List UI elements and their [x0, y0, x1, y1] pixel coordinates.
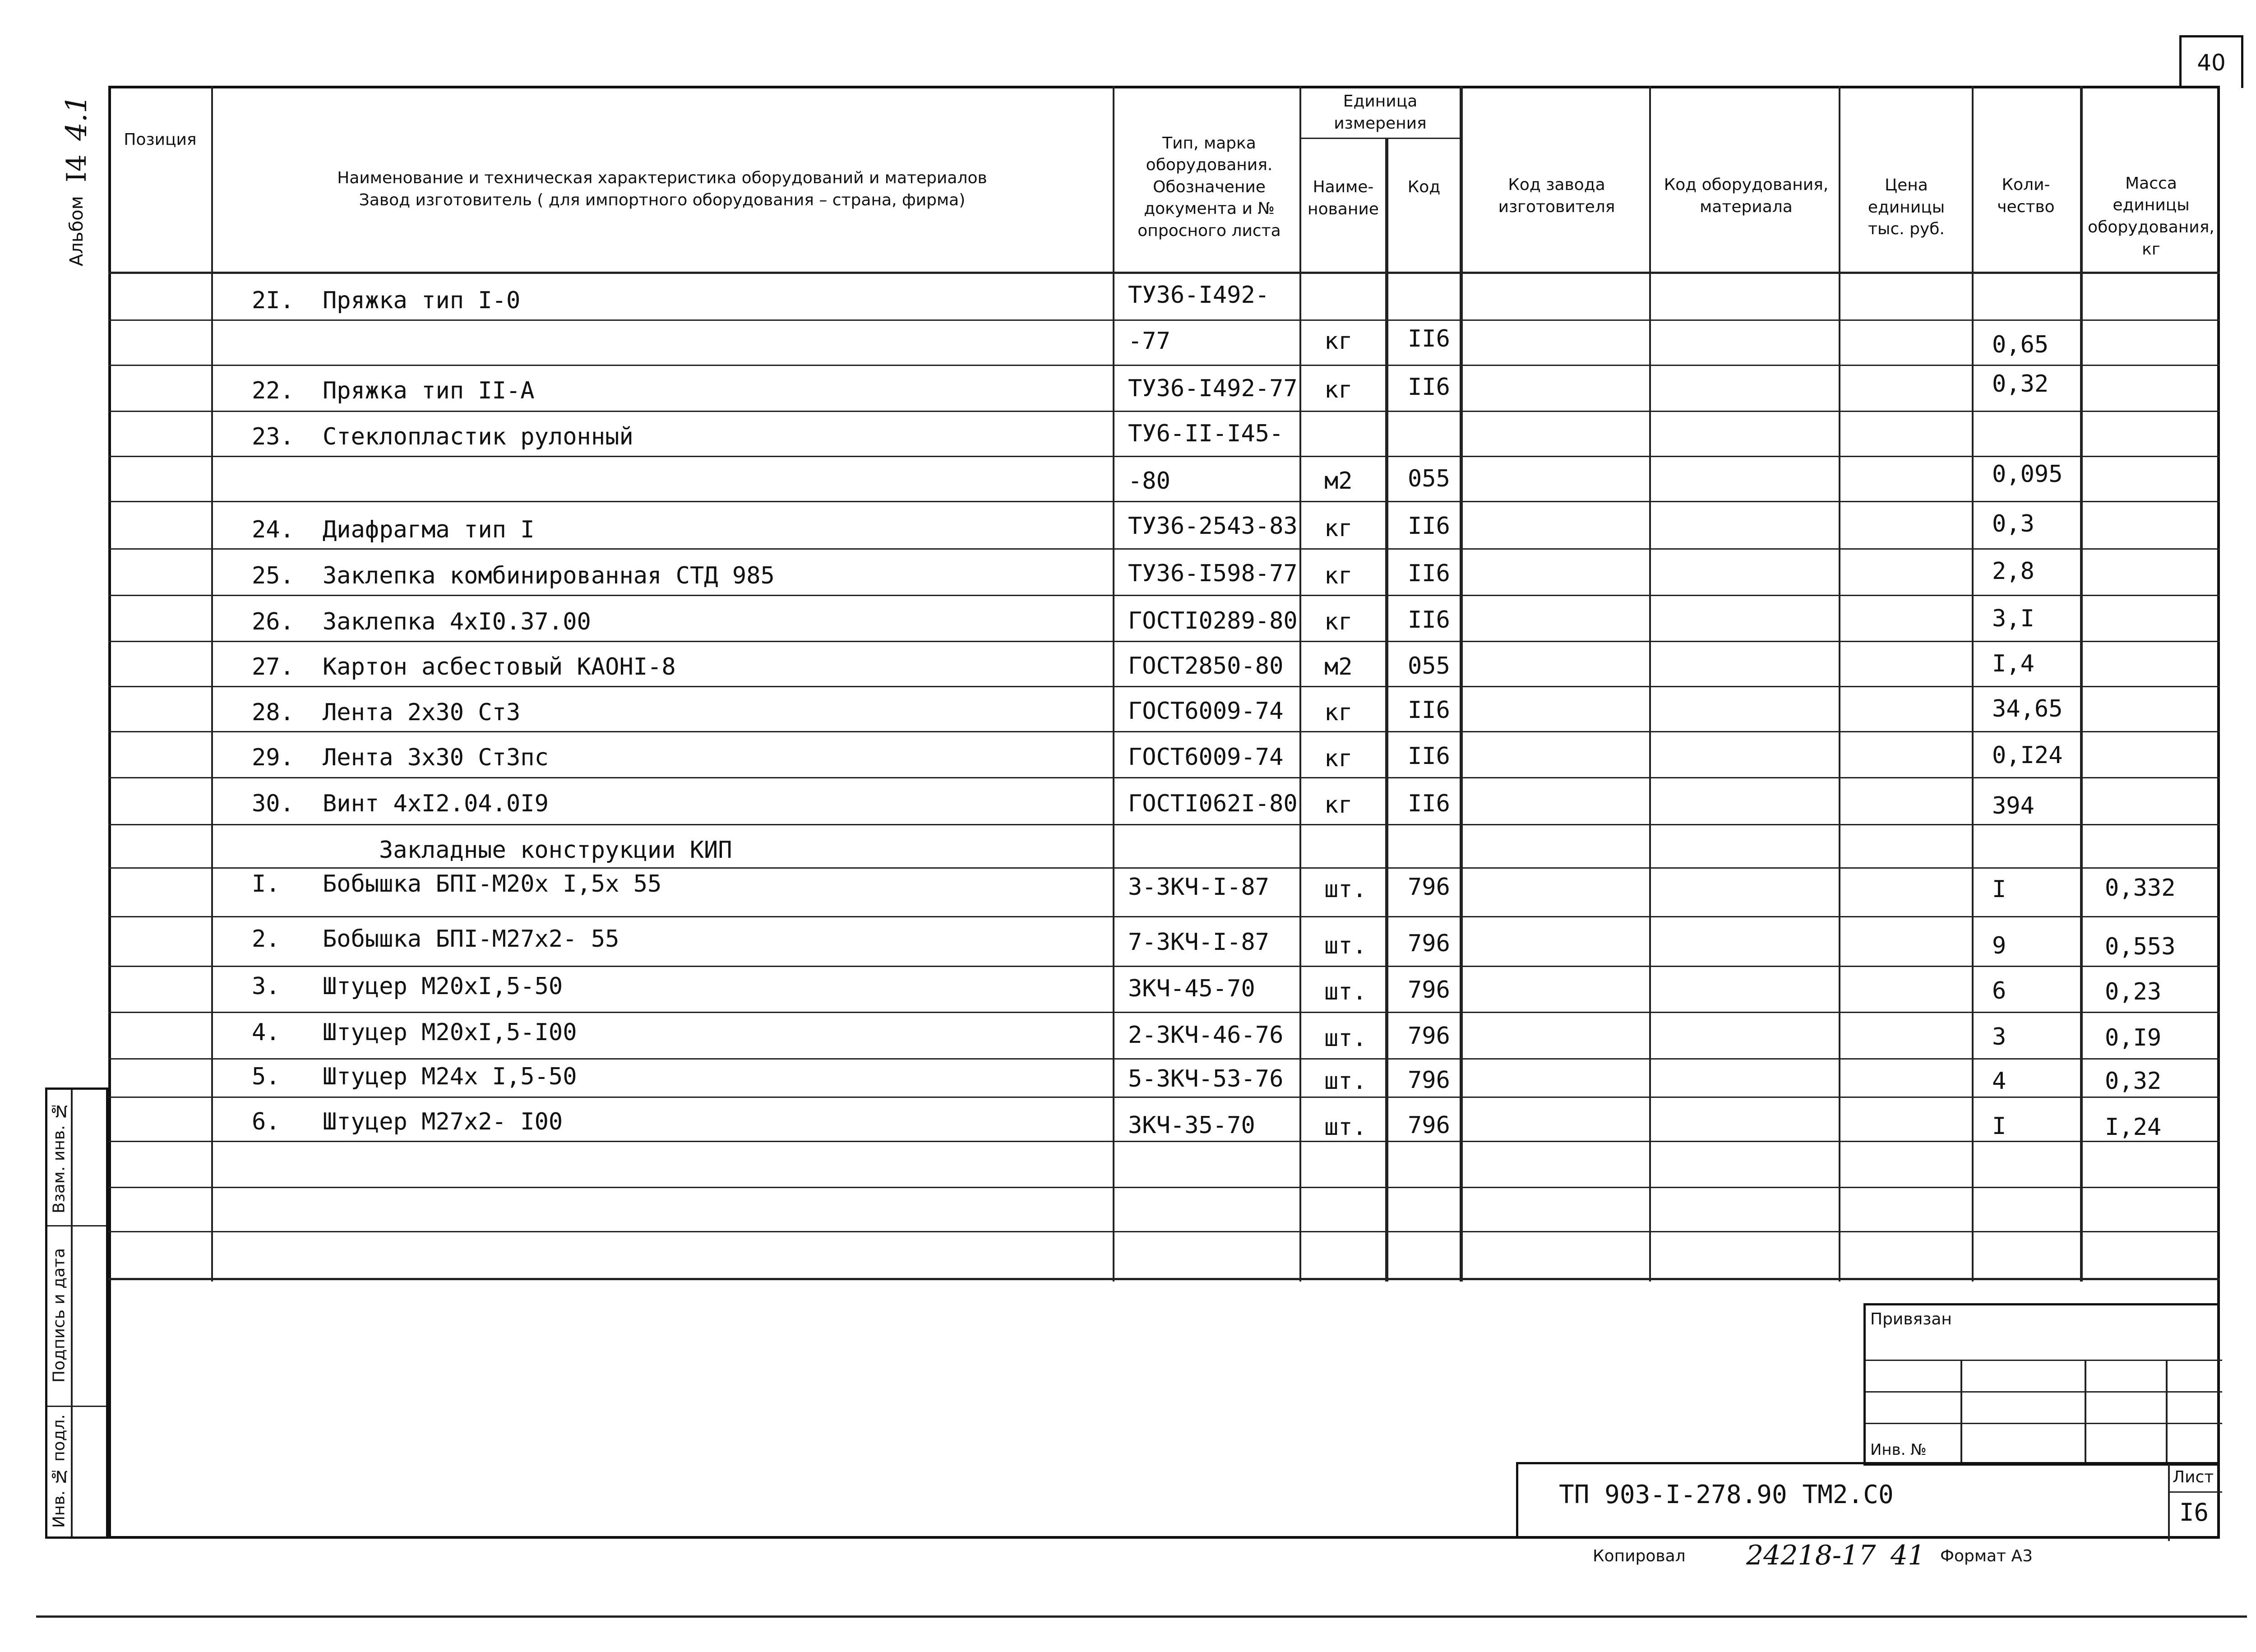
row-unit: шт.	[1324, 978, 1367, 1005]
row-unit: кг	[1324, 699, 1353, 726]
header-price: Цена единицы тыс. руб.	[1868, 176, 1945, 239]
header-name-line1: Наименование и техническая характеристика оборудований и материалов	[337, 169, 987, 188]
header-factory-code: Код завода изготовителя	[1498, 176, 1615, 216]
row-num: 2.	[252, 925, 280, 953]
row-doc: ГОСТ2850-80	[1128, 652, 1284, 680]
row-line	[108, 501, 2220, 502]
row-name: Винт 4хI2.04.0I9	[323, 790, 549, 817]
document-code: ТП 903-I-278.90 ТМ2.С0	[1559, 1480, 1894, 1509]
title-block	[1516, 1462, 2220, 1539]
row-name: Штуцер М20хI,5-I00	[323, 1019, 577, 1046]
row-qty: 0,I24	[1992, 742, 2063, 769]
row-num: 29.	[252, 744, 294, 771]
row-line	[108, 319, 2220, 321]
row-code: II6	[1408, 743, 1450, 770]
row-code: 796	[1408, 1112, 1450, 1139]
row-name: Штуцер М24х I,5-50	[323, 1063, 577, 1090]
header-unit-code: Код	[1407, 177, 1441, 196]
row-code: II6	[1408, 513, 1450, 540]
row-unit: кг	[1324, 515, 1353, 542]
title-block-line	[2168, 1491, 2222, 1493]
row-name: Пряжка тип I-0	[323, 287, 521, 314]
row-name: Стеклопластик рулонный	[323, 423, 633, 450]
row-doc: ГОСТI0289-80	[1128, 607, 1298, 634]
row-qty: 3	[1992, 1023, 2006, 1050]
footer-format: Формат А3	[1940, 1547, 2033, 1565]
row-line	[108, 731, 2220, 732]
row-unit: шт.	[1324, 932, 1367, 959]
album-number: I4	[61, 154, 92, 182]
privyazan-col	[1960, 1360, 1962, 1463]
side-vzam: Взам. инв. №	[50, 1101, 69, 1213]
row-doc: 2-ЗКЧ-46-76	[1128, 1022, 1284, 1049]
header-unit-name: Наиме- нование	[1308, 178, 1379, 218]
row-qty: 6	[1992, 977, 2006, 1004]
privyazan-col	[2166, 1360, 2168, 1463]
row-name: Диафрагма тип I	[323, 516, 535, 543]
row-doc: ТУ36-I492-	[1128, 282, 1270, 309]
unit-header-divider	[1299, 138, 1460, 139]
row-line	[108, 548, 2220, 550]
row-unit: кг	[1324, 562, 1353, 589]
row-unit: шт.	[1324, 1068, 1367, 1095]
privyazan-label: Привязан	[1870, 1310, 1952, 1328]
row-num: 26.	[252, 608, 294, 635]
row-doc: ТУ36-I598-77	[1128, 560, 1298, 587]
row-unit: м2	[1324, 653, 1353, 680]
album-title: Альбом	[66, 195, 87, 266]
row-num: 24.	[252, 516, 294, 543]
side-inv: Инв. № подл.	[50, 1414, 69, 1528]
row-line	[108, 966, 2220, 967]
row-code: II6	[1408, 560, 1450, 587]
row-qty: 394	[1992, 792, 2034, 819]
album-handwritten: 4.1	[60, 95, 93, 141]
row-qty: 9	[1992, 932, 2006, 959]
row-num: 2I.	[252, 287, 294, 314]
header-position: Позиция	[124, 130, 197, 149]
row-num: 28.	[252, 699, 294, 726]
row-num: 4.	[252, 1019, 280, 1046]
title-block-divider	[2168, 1464, 2170, 1541]
row-code: II6	[1408, 325, 1450, 352]
row-doc: ГОСТI062I-80	[1128, 790, 1298, 817]
row-code: 796	[1408, 874, 1450, 901]
row-unit: кг	[1324, 745, 1353, 772]
row-line	[108, 1058, 2220, 1060]
header-quantity: Коли- чество	[1997, 176, 2055, 216]
header-name	[212, 149, 1112, 230]
row-doc: -77	[1128, 328, 1170, 355]
row-unit: м2	[1324, 467, 1353, 495]
row-name: Картон асбестовый КАОНI-8	[323, 653, 676, 680]
row-code: II6	[1408, 790, 1450, 817]
row-name: Заклепка 4хI0.37.00	[323, 608, 591, 635]
col-line-9	[2080, 86, 2083, 1282]
row-name: Бобышка БПI-М27х2- 55	[323, 925, 619, 953]
row-qty: 0,3	[1992, 510, 2034, 537]
col-line-8	[1972, 86, 1974, 1282]
row-qty: 3,I	[1992, 605, 2034, 632]
row-line	[108, 1231, 2220, 1232]
row-mass: I,24	[2105, 1114, 2162, 1141]
row-line	[108, 1097, 2220, 1098]
row-code: 055	[1408, 652, 1450, 680]
row-num: 6.	[252, 1108, 280, 1135]
row-line	[108, 686, 2220, 687]
privyazan-line	[1866, 1423, 2222, 1424]
row-num: 3.	[252, 973, 280, 1000]
row-mass: 0,553	[2105, 933, 2176, 960]
row-num: 27.	[252, 653, 294, 680]
row-qty: 0,095	[1992, 461, 2063, 488]
row-mass: 0,332	[2105, 875, 2176, 902]
row-num: 30.	[252, 790, 294, 817]
row-doc: ЗКЧ-35-70	[1128, 1112, 1255, 1139]
row-unit: кг	[1324, 608, 1353, 635]
footer-number: 24218-17	[1746, 1540, 1876, 1571]
header-type-mark: Тип, марка оборудования. Обозначение документа и № опросного листа	[1137, 134, 1281, 240]
footer-extra: 41	[1891, 1540, 1925, 1571]
row-line	[108, 1012, 2220, 1013]
row-qty: 0,32	[1992, 370, 2049, 398]
row-doc: 3-ЗКЧ-I-87	[1128, 874, 1270, 901]
header-divider	[108, 272, 2220, 274]
side-podpis: Подпись и дата	[50, 1248, 69, 1383]
col-line-1	[211, 86, 213, 1282]
row-mass: 0,23	[2105, 978, 2162, 1005]
page-number: 40	[2179, 35, 2243, 88]
row-code: 055	[1408, 465, 1450, 492]
list-label: Лист	[2173, 1468, 2214, 1486]
row-qty: 4	[1992, 1068, 2006, 1095]
row-num: 23.	[252, 423, 294, 450]
row-line	[108, 867, 2220, 869]
table-bottom	[108, 1278, 2220, 1280]
header-name-line2: Завод изготовитель ( для импортного оборудования – страна, фирма)	[359, 191, 966, 209]
header-equipment-code: Код оборудования, материала	[1664, 176, 1829, 216]
row-line	[108, 641, 2220, 642]
side-stamp-divider	[71, 1090, 73, 1536]
col-line-4	[1385, 138, 1388, 1282]
row-doc: ТУ36-2543-83	[1128, 513, 1298, 540]
col-line-2	[1113, 86, 1114, 1282]
side-stamp	[45, 1087, 108, 1539]
row-qty: I	[1992, 876, 2006, 903]
section-title: Закладные конструкции КИП	[379, 837, 732, 864]
row-qty: 0,65	[1992, 331, 2049, 358]
row-num: 22.	[252, 377, 294, 404]
row-unit: кг	[1324, 791, 1353, 819]
row-code: II6	[1408, 374, 1450, 401]
row-code: II6	[1408, 697, 1450, 724]
row-name: Штуцер М20хI,5-50	[323, 973, 563, 1000]
row-code: 796	[1408, 1067, 1450, 1094]
row-doc: 5-ЗКЧ-53-76	[1128, 1065, 1284, 1092]
col-line-5	[1460, 86, 1463, 1282]
row-name: Пряжка тип II-А	[323, 377, 535, 404]
header-unit: Единица измерения	[1334, 92, 1427, 133]
page-bottom-rule	[36, 1615, 2247, 1618]
row-line	[108, 1141, 2220, 1142]
row-doc: ТУ6-II-I45-	[1128, 420, 1284, 447]
row-unit: шт.	[1324, 876, 1367, 903]
row-doc: ГОСТ6009-74	[1128, 744, 1284, 771]
privyazan-col	[2085, 1360, 2086, 1463]
row-line	[108, 1187, 2220, 1188]
row-unit: шт.	[1324, 1114, 1367, 1141]
row-qty: I	[1992, 1113, 2006, 1140]
privyazan-line	[1866, 1360, 2222, 1361]
col-line-6	[1649, 86, 1651, 1282]
row-doc: 7-ЗКЧ-I-87	[1128, 929, 1270, 956]
row-qty: 2,8	[1992, 558, 2034, 585]
row-name: Заклепка комбинированная СТД 985	[323, 562, 775, 589]
inv-no-label: Инв. №	[1870, 1441, 1927, 1459]
col-line-7	[1839, 86, 1840, 1282]
list-number: I6	[2179, 1498, 2209, 1527]
album-label	[50, 77, 104, 284]
row-line	[108, 365, 2220, 366]
row-doc: ГОСТ6009-74	[1128, 698, 1284, 725]
row-line	[108, 456, 2220, 457]
row-unit: кг	[1324, 328, 1353, 355]
row-qty: 34,65	[1992, 695, 2063, 722]
row-name: Лента 3х30 Ст3пс	[323, 744, 549, 771]
row-line	[108, 777, 2220, 778]
row-line	[108, 824, 2220, 825]
row-code: II6	[1408, 606, 1450, 634]
row-mass: 0,32	[2105, 1068, 2162, 1095]
row-doc: -80	[1128, 467, 1170, 495]
header-mass: Масса единицы оборудования, кг	[2088, 174, 2214, 259]
col-line-3	[1299, 86, 1301, 1282]
row-unit: шт.	[1324, 1025, 1367, 1052]
row-doc: ЗКЧ-45-70	[1128, 975, 1255, 1002]
row-num: I.	[252, 870, 280, 898]
row-name: Бобышка БПI-М20х I,5х 55	[323, 870, 662, 898]
row-num: 25.	[252, 562, 294, 589]
privyazan-block	[1863, 1303, 2220, 1466]
row-code: 796	[1408, 976, 1450, 1004]
row-line	[108, 595, 2220, 596]
row-line	[108, 411, 2220, 412]
privyazan-line	[1866, 1391, 2222, 1393]
row-num: 5.	[252, 1063, 280, 1090]
row-name: Штуцер М27х2- I00	[323, 1108, 563, 1135]
row-mass: 0,I9	[2105, 1024, 2162, 1051]
footer-kopiroval: Копировал	[1593, 1547, 1686, 1565]
row-name: Лента 2х30 Ст3	[323, 699, 521, 726]
row-qty: I,4	[1992, 650, 2034, 677]
row-code: 796	[1408, 930, 1450, 957]
row-line	[108, 916, 2220, 917]
row-code: 796	[1408, 1023, 1450, 1050]
row-doc: ТУ36-I492-77	[1128, 375, 1298, 402]
row-unit: кг	[1324, 376, 1353, 403]
